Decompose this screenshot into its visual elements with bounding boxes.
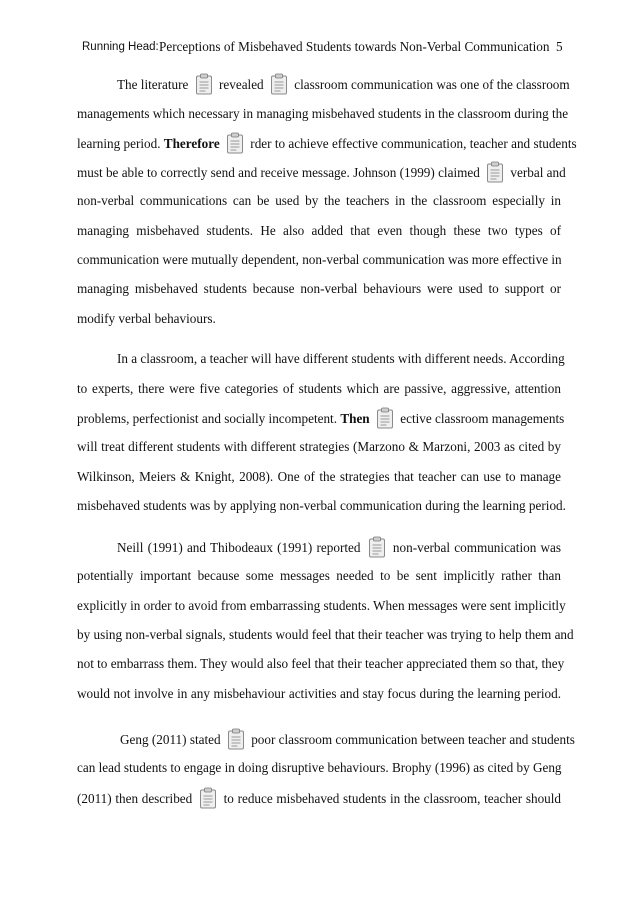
text-line: would not involve in any misbehaviour activities and stay focus during the learning period. — [77, 686, 561, 701]
text-line: modify verbal behaviours. — [77, 311, 216, 326]
clipboard-icon — [195, 73, 213, 95]
text-line: explicitly in order to avoid from embarrassing students. When messages were sent implicitly — [77, 598, 566, 613]
clipboard-icon — [227, 728, 245, 750]
text-line: non-verbal communications can be used by the teachers in the classroom especially in — [77, 193, 561, 208]
clipboard-icon — [368, 536, 386, 558]
text-line: must be able to correctly send and receive message. Johnson (1999) claimed verbal and — [77, 161, 561, 183]
text-line: to experts, there were five categories of students which are passive, aggressive, attention — [77, 381, 561, 396]
text-line: communication were mutually dependent, non-verbal communication was more effective in — [77, 252, 562, 267]
text-line: managing misbehaved students because non-verbal behaviours were used to support or — [77, 281, 561, 296]
clipboard-icon — [376, 407, 394, 429]
running-header — [0, 38, 638, 56]
page-number: 5 — [556, 39, 563, 54]
clipboard-icon — [199, 787, 217, 809]
clipboard-icon — [270, 73, 288, 95]
text-line: will treat different students with different strategies (Marzono & Marzoni, 2003 as cited by — [77, 439, 561, 454]
text-line: misbehaved students was by applying non-verbal communication during the learning period. — [77, 498, 566, 513]
text-line: learning period. Therefore rder to achieve effective communication, teacher and students — [77, 132, 561, 154]
text-line: managing misbehaved students. He also added that even though these two types of — [77, 223, 561, 238]
clipboard-icon — [226, 132, 244, 154]
text-line: not to embarrass them. They would also feel that their teacher appreciated them so that, they — [77, 656, 565, 671]
text-line: potentially important because some messages needed to be sent implicitly rather than — [77, 568, 561, 583]
text-line: The literature revealed classroom communication was one of the classroom — [117, 73, 561, 95]
text-line: by using non-verbal signals, students would feel that their teacher was trying to help them and — [77, 627, 574, 642]
text-line: problems, perfectionist and socially incompetent. Then ective classroom managements — [77, 407, 561, 429]
text-line: Wilkinson, Meiers & Knight, 2008). One of the strategies that teacher can use to manage — [77, 469, 561, 484]
text-line: Neill (1991) and Thibodeaux (1991) reported non-verbal communication was — [117, 536, 561, 558]
text-line: Geng (2011) stated poor classroom communication between teacher and students — [120, 728, 561, 750]
text-line: (2011) then described to reduce misbehaved students in the classroom, teacher should — [77, 787, 561, 809]
text-line: managements which necessary in managing misbehaved students in the classroom during the — [77, 106, 569, 121]
running-head-title: Perceptions of Misbehaved Students towards Non-Verbal Communication — [159, 39, 550, 54]
text-line: In a classroom, a teacher will have different students with different needs. According — [117, 351, 565, 366]
running-head-label: Running Head: — [82, 41, 159, 53]
clipboard-icon — [486, 161, 504, 183]
text-line: can lead students to engage in doing disruptive behaviours. Brophy (1996) as cited by Geng — [77, 760, 562, 775]
